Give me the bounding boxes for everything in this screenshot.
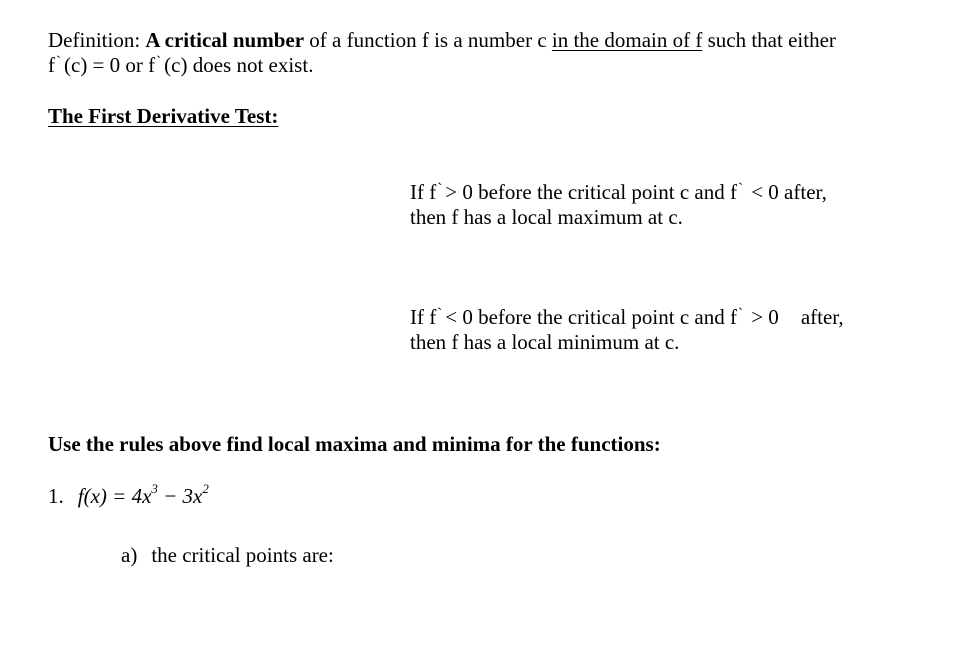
definition-term: A critical number [145,28,305,52]
part-label: a) [121,543,138,567]
prime-mark: ` [737,306,743,322]
min-rule-c: > 0 [745,305,779,329]
exponent: 2 [202,481,209,496]
definition-suffix: such that either [702,28,836,52]
definition-middle: of a function f is a number c [304,28,552,52]
min-rule-line-1 [410,305,844,332]
min-rule-b: < 0 before the critical point c and f [445,305,737,329]
part-a [121,543,334,567]
definition-line2-a: f [48,53,55,77]
prime-mark: ` [437,181,443,197]
definition-domain-phrase: in the domain of f [551,28,703,52]
function-mid: − 3x [157,484,203,508]
prime-mark: ` [56,54,61,70]
exercise-heading: Use the rules above find local maxima and minima for the functions: [48,432,661,456]
definition-line2-b: (c) = 0 or f [64,53,156,77]
function-expression [77,481,209,508]
definition-line-1 [48,28,836,52]
item-number: 1. [48,484,64,508]
prime-mark: ` [737,181,743,197]
max-rule-a: If f [410,180,437,204]
prime-mark: ` [437,306,443,322]
min-rule-a: If f [410,305,437,329]
definition-line-2 [48,53,313,80]
prime-mark: ` [156,54,162,70]
definition-line2-c: (c) does not exist. [164,53,314,77]
max-rule-line-2: then f has a local maximum at c. [410,205,683,229]
max-rule-b: > 0 before the critical point c and f [445,180,737,204]
min-rule-line-2: then f has a local minimum at c. [410,330,680,354]
definition-prefix: Definition: [48,28,146,52]
exponent: 3 [151,481,158,496]
max-rule-c: < 0 after, [745,180,827,204]
function-lhs: f(x) = 4x [77,484,152,508]
first-derivative-test-heading: The First Derivative Test: [48,104,279,128]
max-rule-line-1 [410,180,827,207]
part-text: the critical points are: [151,543,334,567]
min-rule-d: after, [800,305,844,329]
exercise-item-1 [48,481,209,508]
